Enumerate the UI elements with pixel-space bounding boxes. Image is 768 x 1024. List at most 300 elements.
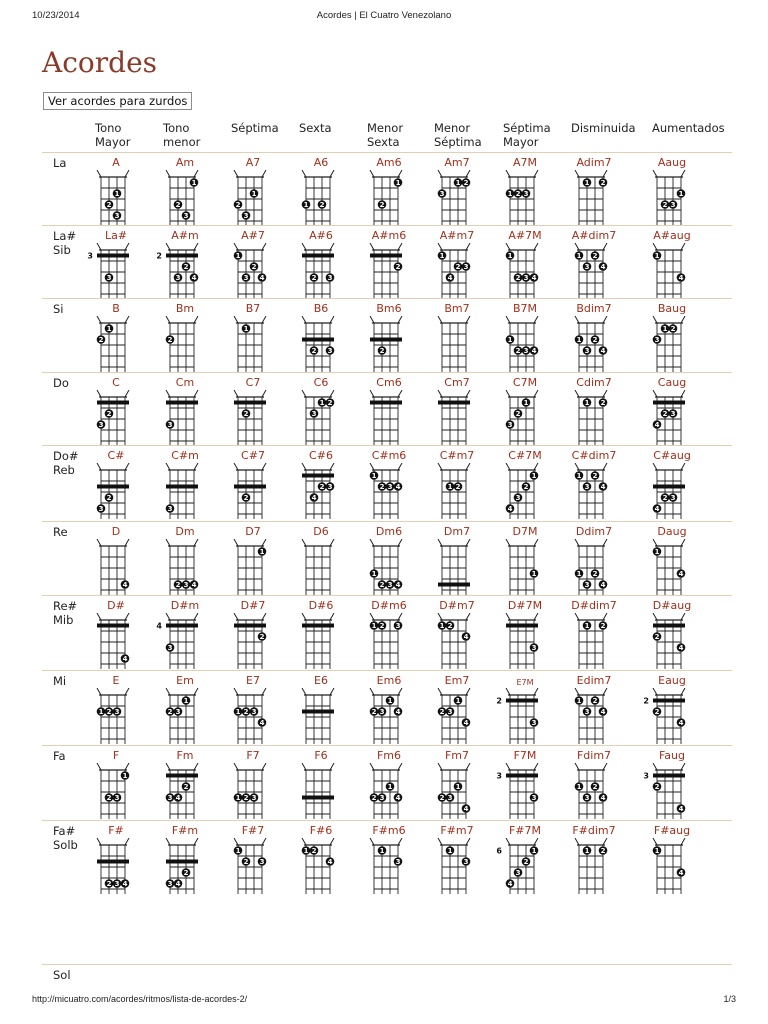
chord-cell bbox=[290, 156, 352, 224]
chord-cell bbox=[426, 674, 488, 742]
row-divider bbox=[42, 298, 732, 299]
finger-dot bbox=[394, 621, 403, 630]
finger-dot bbox=[583, 262, 592, 271]
finger-dot bbox=[113, 879, 122, 888]
chord-name: F#6 bbox=[309, 824, 333, 837]
svg-text:2: 2 bbox=[106, 880, 112, 889]
chord-name: Cm bbox=[175, 376, 195, 389]
svg-text:3: 3 bbox=[531, 719, 537, 728]
chord-diagram bbox=[290, 390, 352, 448]
svg-text:2: 2 bbox=[600, 847, 606, 856]
chord-name: A#7 bbox=[241, 229, 265, 242]
column-header: Séptima Mayor bbox=[503, 121, 551, 149]
chord-name: B7 bbox=[245, 302, 261, 315]
svg-text:1: 1 bbox=[447, 847, 453, 856]
chord-diagram bbox=[85, 243, 147, 301]
finger-dot bbox=[378, 621, 387, 630]
chord-diagram bbox=[494, 390, 556, 448]
chord-diagram bbox=[290, 316, 352, 374]
chord-diagram bbox=[222, 463, 284, 521]
finger-dot bbox=[234, 251, 243, 260]
svg-text:3: 3 bbox=[114, 880, 120, 889]
svg-text:2: 2 bbox=[175, 581, 181, 590]
svg-text:3: 3 bbox=[584, 483, 590, 492]
chord-cell bbox=[222, 229, 284, 297]
svg-text:2: 2 bbox=[106, 410, 112, 419]
chord-cell bbox=[494, 674, 556, 742]
chord-cell bbox=[85, 674, 147, 742]
chord-cell bbox=[563, 525, 625, 593]
chord-diagram bbox=[426, 316, 488, 374]
finger-dot bbox=[121, 654, 130, 663]
row-label: Do bbox=[53, 376, 69, 390]
svg-text:4: 4 bbox=[259, 274, 265, 283]
column-header: Tono menor bbox=[163, 121, 201, 149]
svg-text:3: 3 bbox=[523, 190, 529, 199]
svg-text:2: 2 bbox=[592, 783, 598, 792]
svg-text:3: 3 bbox=[175, 274, 181, 283]
svg-text:3: 3 bbox=[584, 708, 590, 717]
finger-dot bbox=[583, 178, 592, 187]
chord-name: Bm7 bbox=[444, 302, 470, 315]
chord-cell bbox=[222, 449, 284, 517]
svg-text:2: 2 bbox=[654, 783, 660, 792]
svg-text:3: 3 bbox=[167, 644, 173, 653]
chord-cell bbox=[494, 229, 556, 297]
finger-dot bbox=[653, 335, 662, 344]
column-header: Tono Mayor bbox=[95, 121, 131, 149]
svg-text:1: 1 bbox=[235, 847, 241, 856]
finger-dot bbox=[669, 409, 678, 418]
row-divider bbox=[42, 521, 732, 522]
finger-dot bbox=[591, 569, 600, 578]
chord-diagram bbox=[426, 838, 488, 896]
chord-cell bbox=[358, 302, 420, 370]
chord-cell bbox=[641, 302, 703, 370]
chord-diagram bbox=[222, 613, 284, 671]
barre-mark bbox=[166, 774, 198, 778]
finger-dot bbox=[438, 707, 447, 716]
chord-cell bbox=[154, 376, 216, 444]
finger-dot bbox=[310, 346, 319, 355]
chord-diagram bbox=[494, 688, 556, 746]
finger-dot bbox=[661, 493, 670, 502]
chord-cell bbox=[563, 749, 625, 817]
chord-name: B bbox=[112, 302, 120, 315]
svg-text:3: 3 bbox=[114, 708, 120, 717]
svg-text:3: 3 bbox=[670, 201, 676, 210]
svg-text:4: 4 bbox=[678, 644, 684, 653]
chord-cell bbox=[426, 156, 488, 224]
finger-dot bbox=[326, 398, 335, 407]
finger-dot bbox=[234, 707, 243, 716]
chord-name: C#dim7 bbox=[571, 449, 617, 462]
fret-number: 2 bbox=[643, 696, 649, 706]
chord-name: D#6 bbox=[308, 599, 334, 612]
finger-dot bbox=[446, 846, 455, 855]
svg-text:1: 1 bbox=[507, 252, 513, 261]
lefty-chords-button[interactable]: Ver acordes para zurdos bbox=[43, 92, 192, 110]
chord-cell bbox=[290, 749, 352, 817]
chord-cell bbox=[494, 824, 556, 892]
chord-diagram bbox=[494, 613, 556, 671]
chord-cell bbox=[154, 824, 216, 892]
finger-dot bbox=[677, 643, 686, 652]
finger-dot bbox=[653, 632, 662, 641]
svg-text:1: 1 bbox=[531, 472, 537, 481]
finger-dot bbox=[591, 471, 600, 480]
svg-text:2: 2 bbox=[447, 622, 453, 631]
chord-cell bbox=[494, 302, 556, 370]
svg-text:1: 1 bbox=[303, 847, 309, 856]
finger-dot bbox=[394, 178, 403, 187]
print-date: 10/23/2014 bbox=[32, 10, 80, 21]
finger-dot bbox=[121, 771, 130, 780]
svg-text:1: 1 bbox=[576, 570, 582, 579]
chord-cell bbox=[290, 229, 352, 297]
svg-text:3: 3 bbox=[167, 880, 173, 889]
chord-diagram bbox=[358, 243, 420, 301]
chord-name: D7 bbox=[245, 525, 261, 538]
svg-text:2: 2 bbox=[600, 622, 606, 631]
chord-cell bbox=[494, 376, 556, 444]
chord-name: D#7 bbox=[240, 599, 266, 612]
finger-dot bbox=[174, 793, 183, 802]
chord-name: Dm7 bbox=[443, 525, 471, 538]
chord-name: B7M bbox=[512, 302, 538, 315]
svg-text:1: 1 bbox=[235, 708, 241, 717]
svg-text:3: 3 bbox=[387, 581, 393, 590]
svg-text:1: 1 bbox=[576, 783, 582, 792]
finger-dot bbox=[394, 580, 403, 589]
chord-cell bbox=[563, 156, 625, 224]
finger-dot bbox=[97, 504, 106, 513]
row-divider bbox=[42, 445, 732, 446]
finger-dot bbox=[530, 846, 539, 855]
row-divider bbox=[42, 372, 732, 373]
svg-text:3: 3 bbox=[98, 505, 104, 514]
svg-text:1: 1 bbox=[455, 697, 461, 706]
chord-name: E bbox=[112, 674, 120, 687]
finger-dot bbox=[190, 178, 199, 187]
svg-text:2: 2 bbox=[463, 179, 469, 188]
finger-dot bbox=[599, 398, 608, 407]
barre-mark bbox=[653, 774, 685, 778]
finger-dot bbox=[326, 482, 335, 491]
svg-text:3: 3 bbox=[654, 336, 660, 345]
chord-diagram bbox=[641, 688, 703, 746]
chord-diagram bbox=[563, 763, 625, 821]
svg-text:4: 4 bbox=[678, 869, 684, 878]
chord-name: F#m7 bbox=[440, 824, 474, 837]
svg-text:4: 4 bbox=[175, 794, 181, 803]
chord-name: C#aug bbox=[653, 449, 691, 462]
svg-text:4: 4 bbox=[678, 719, 684, 728]
chord-name: Am7 bbox=[444, 156, 470, 169]
finger-dot bbox=[378, 846, 387, 855]
svg-text:1: 1 bbox=[439, 252, 445, 261]
finger-dot bbox=[370, 471, 379, 480]
chord-diagram bbox=[154, 316, 216, 374]
chord-name: A7 bbox=[245, 156, 261, 169]
finger-dot bbox=[378, 707, 387, 716]
svg-text:1: 1 bbox=[251, 190, 257, 199]
chord-name: La# bbox=[104, 229, 128, 242]
svg-text:1: 1 bbox=[106, 325, 112, 334]
barre-mark bbox=[166, 485, 198, 489]
chord-name: A7M bbox=[512, 156, 537, 169]
finger-dot bbox=[370, 569, 379, 578]
finger-dot bbox=[386, 580, 395, 589]
barre-mark bbox=[506, 774, 538, 778]
svg-text:1: 1 bbox=[584, 179, 590, 188]
chord-diagram bbox=[222, 539, 284, 597]
svg-text:4: 4 bbox=[600, 483, 606, 492]
svg-text:2: 2 bbox=[670, 325, 676, 334]
chord-cell bbox=[222, 674, 284, 742]
svg-text:4: 4 bbox=[395, 794, 401, 803]
finger-dot bbox=[438, 189, 447, 198]
svg-text:1: 1 bbox=[243, 325, 249, 334]
finger-dot bbox=[575, 696, 584, 705]
footer-url: http://micuatro.com/acordes/ritmos/lista-de-acordes-2/ bbox=[32, 994, 248, 1004]
finger-dot bbox=[190, 273, 199, 282]
chord-diagram bbox=[222, 763, 284, 821]
svg-text:2: 2 bbox=[592, 697, 598, 706]
barre-mark bbox=[166, 401, 198, 405]
column-header: Menor Séptima bbox=[434, 121, 482, 149]
finger-dot bbox=[394, 262, 403, 271]
chord-name: Bm6 bbox=[376, 302, 402, 315]
svg-text:2: 2 bbox=[106, 494, 112, 503]
finger-dot bbox=[677, 569, 686, 578]
barre-mark bbox=[302, 474, 334, 478]
svg-text:3: 3 bbox=[584, 581, 590, 590]
chord-cell bbox=[563, 599, 625, 667]
barre-mark bbox=[97, 401, 129, 405]
svg-text:2: 2 bbox=[106, 708, 112, 717]
chord-diagram bbox=[494, 763, 556, 821]
row-label: La# Sib bbox=[53, 229, 77, 257]
svg-text:1: 1 bbox=[395, 179, 401, 188]
chord-name: Em7 bbox=[444, 674, 470, 687]
svg-text:4: 4 bbox=[122, 655, 128, 664]
finger-dot bbox=[454, 178, 463, 187]
svg-text:4: 4 bbox=[600, 263, 606, 272]
chord-diagram bbox=[426, 390, 488, 448]
chord-diagram bbox=[85, 763, 147, 821]
chord-cell bbox=[154, 525, 216, 593]
finger-dot bbox=[258, 632, 267, 641]
finger-dot bbox=[591, 782, 600, 791]
svg-text:2: 2 bbox=[379, 201, 385, 210]
chord-cell bbox=[563, 376, 625, 444]
chord-cell bbox=[358, 229, 420, 297]
finger-dot bbox=[105, 879, 114, 888]
finger-dot bbox=[182, 580, 191, 589]
chord-name: A#aug bbox=[653, 229, 691, 242]
finger-dot bbox=[302, 846, 311, 855]
chord-diagram bbox=[222, 170, 284, 228]
chord-cell bbox=[358, 376, 420, 444]
chord-name: A#m7 bbox=[439, 229, 475, 242]
finger-dot bbox=[166, 707, 175, 716]
chord-diagram bbox=[290, 539, 352, 597]
finger-dot bbox=[653, 420, 662, 429]
svg-text:4: 4 bbox=[463, 633, 469, 642]
barre-mark bbox=[234, 624, 266, 628]
svg-text:3: 3 bbox=[311, 410, 317, 419]
finger-dot bbox=[242, 493, 251, 502]
chord-diagram bbox=[563, 390, 625, 448]
barre-mark bbox=[438, 401, 470, 405]
chord-diagram bbox=[641, 763, 703, 821]
chord-diagram bbox=[154, 613, 216, 671]
svg-text:3: 3 bbox=[167, 421, 173, 430]
chord-diagram bbox=[290, 838, 352, 896]
chord-diagram bbox=[222, 243, 284, 301]
finger-dot bbox=[166, 879, 175, 888]
finger-dot bbox=[583, 580, 592, 589]
finger-dot bbox=[386, 782, 395, 791]
chord-diagram bbox=[494, 463, 556, 521]
finger-dot bbox=[653, 504, 662, 513]
finger-dot bbox=[438, 621, 447, 630]
finger-dot bbox=[174, 707, 183, 716]
finger-dot bbox=[174, 273, 183, 282]
chord-cell bbox=[426, 749, 488, 817]
chord-name: D6 bbox=[313, 525, 329, 538]
finger-dot bbox=[514, 346, 523, 355]
svg-text:3: 3 bbox=[243, 274, 249, 283]
svg-text:3: 3 bbox=[251, 794, 257, 803]
chord-cell bbox=[358, 599, 420, 667]
svg-text:3: 3 bbox=[114, 794, 120, 803]
chord-cell bbox=[290, 674, 352, 742]
finger-dot bbox=[599, 793, 608, 802]
chord-name: D#dim7 bbox=[571, 599, 617, 612]
finger-dot bbox=[514, 273, 523, 282]
chord-name: Cm7 bbox=[444, 376, 470, 389]
svg-text:2: 2 bbox=[523, 483, 529, 492]
chord-name: C#6 bbox=[309, 449, 333, 462]
svg-text:2: 2 bbox=[371, 708, 377, 717]
chord-name: A#dim7 bbox=[571, 229, 617, 242]
chord-diagram bbox=[641, 613, 703, 671]
svg-text:4: 4 bbox=[447, 274, 453, 283]
finger-dot bbox=[234, 793, 243, 802]
barre-mark bbox=[370, 338, 402, 342]
finger-dot bbox=[669, 200, 678, 209]
barre-mark bbox=[302, 338, 334, 342]
chord-name: Caug bbox=[657, 376, 687, 389]
finger-dot bbox=[599, 846, 608, 855]
svg-text:3: 3 bbox=[183, 212, 189, 221]
chord-diagram bbox=[358, 613, 420, 671]
finger-dot bbox=[174, 200, 183, 209]
svg-text:2: 2 bbox=[379, 483, 385, 492]
chord-diagram bbox=[222, 316, 284, 374]
chord-cell bbox=[222, 599, 284, 667]
svg-text:2: 2 bbox=[600, 399, 606, 408]
svg-text:2: 2 bbox=[379, 347, 385, 356]
barre-mark bbox=[653, 401, 685, 405]
chord-name: Fm7 bbox=[444, 749, 470, 762]
finger-dot bbox=[318, 200, 327, 209]
chord-name: F# bbox=[108, 824, 124, 837]
finger-dot bbox=[113, 211, 122, 220]
finger-dot bbox=[591, 696, 600, 705]
chord-diagram bbox=[641, 390, 703, 448]
svg-text:2: 2 bbox=[98, 336, 104, 345]
svg-text:2: 2 bbox=[106, 201, 112, 210]
barre-mark bbox=[166, 860, 198, 864]
chord-name: D#aug bbox=[652, 599, 692, 612]
finger-dot bbox=[530, 569, 539, 578]
finger-dot bbox=[174, 879, 183, 888]
svg-text:4: 4 bbox=[600, 794, 606, 803]
svg-text:2: 2 bbox=[379, 581, 385, 590]
fret-number: 3 bbox=[643, 771, 649, 781]
svg-text:4: 4 bbox=[531, 347, 537, 356]
chord-cell bbox=[358, 449, 420, 517]
chord-name: Fm bbox=[176, 749, 194, 762]
row-label: Sol bbox=[53, 968, 71, 982]
chord-name: Ddim7 bbox=[575, 525, 613, 538]
chord-diagram bbox=[563, 539, 625, 597]
svg-text:4: 4 bbox=[678, 274, 684, 283]
finger-dot bbox=[522, 857, 531, 866]
chord-cell bbox=[85, 599, 147, 667]
svg-text:2: 2 bbox=[243, 410, 249, 419]
chord-diagram bbox=[563, 838, 625, 896]
finger-dot bbox=[514, 189, 523, 198]
barre-mark bbox=[166, 254, 198, 258]
chord-name: C#m6 bbox=[371, 449, 407, 462]
chord-cell bbox=[641, 674, 703, 742]
barre-mark bbox=[302, 624, 334, 628]
chord-cell bbox=[358, 525, 420, 593]
fret-number: 3 bbox=[87, 251, 93, 261]
svg-text:3: 3 bbox=[515, 869, 521, 878]
row-divider bbox=[42, 820, 732, 821]
chord-diagram bbox=[426, 763, 488, 821]
finger-dot bbox=[446, 482, 455, 491]
finger-dot bbox=[653, 547, 662, 556]
finger-dot bbox=[677, 273, 686, 282]
chord-name: A#m bbox=[171, 229, 199, 242]
finger-dot bbox=[242, 409, 251, 418]
finger-dot bbox=[182, 262, 191, 271]
svg-text:4: 4 bbox=[395, 483, 401, 492]
svg-text:3: 3 bbox=[259, 858, 265, 867]
svg-text:2: 2 bbox=[515, 410, 521, 419]
chord-diagram bbox=[85, 170, 147, 228]
chord-diagram bbox=[426, 463, 488, 521]
svg-text:3: 3 bbox=[670, 494, 676, 503]
finger-dot bbox=[438, 251, 447, 260]
chord-diagram bbox=[494, 170, 556, 228]
chord-diagram bbox=[290, 170, 352, 228]
finger-dot bbox=[166, 793, 175, 802]
finger-dot bbox=[506, 504, 515, 513]
finger-dot bbox=[97, 707, 106, 716]
svg-text:4: 4 bbox=[507, 505, 513, 514]
chord-cell bbox=[290, 599, 352, 667]
svg-text:2: 2 bbox=[311, 274, 317, 283]
svg-text:3: 3 bbox=[523, 274, 529, 283]
chord-name: C7 bbox=[245, 376, 261, 389]
